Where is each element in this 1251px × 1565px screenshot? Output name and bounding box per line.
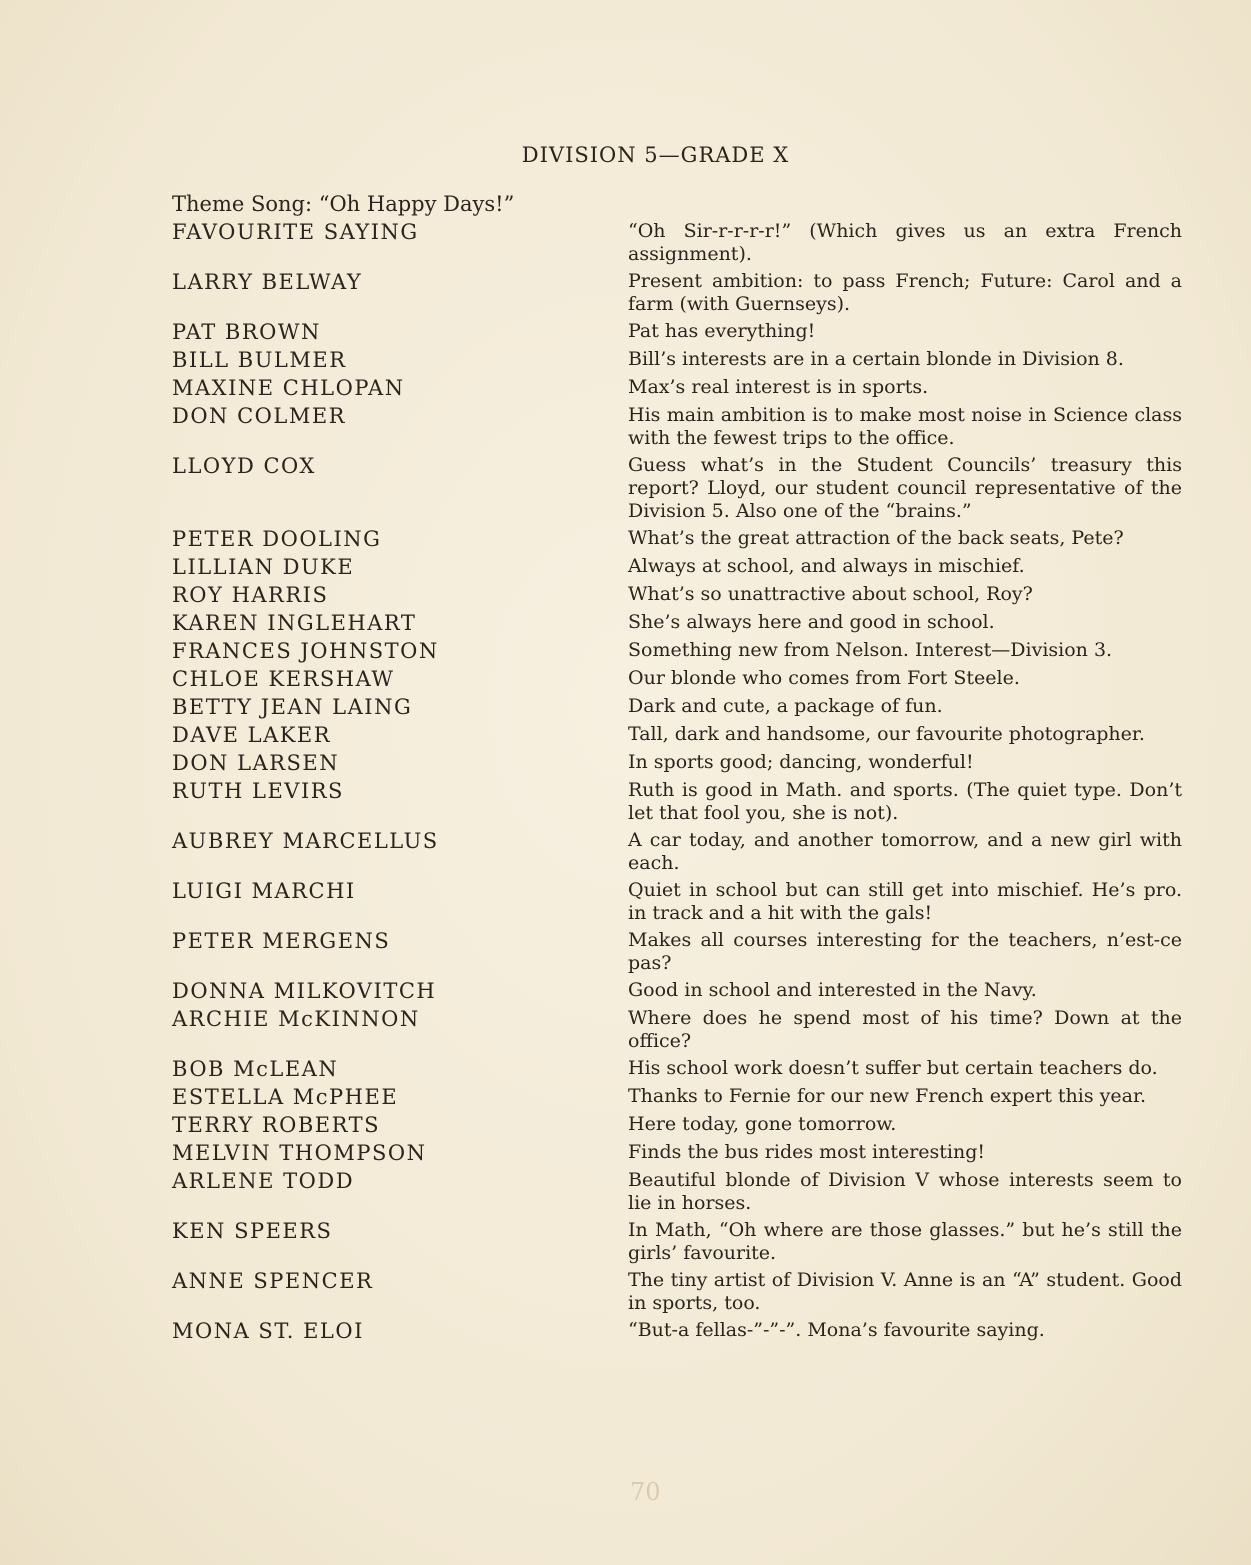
student-name: DON LARSEN	[172, 751, 340, 775]
list-item	[172, 695, 1182, 719]
student-comment: Good in school and interested in the Navy.	[628, 979, 1037, 1001]
student-comment: Where does he spend most of his time? Down at the office?	[628, 1007, 1182, 1052]
student-name: KEN SPEERS	[172, 1219, 333, 1243]
list-item	[172, 1057, 1182, 1081]
page-title: DIVISION 5—GRADE X	[521, 143, 790, 167]
list-item	[172, 1219, 1182, 1265]
student-comment: Guess what’s in the Student Councils’ treasury this report? Lloyd, our student council representative of the Division 5. Also one of the “brains.”	[628, 454, 1182, 522]
student-comment: “Oh Sir-r-r-r-r!” (Which gives us an extra French assignment).	[628, 220, 1182, 265]
student-name: CHLOE KERSHAW	[172, 667, 395, 691]
student-comment: In sports good; dancing, wonderful!	[628, 751, 974, 773]
student-name: MELVIN THOMPSON	[172, 1141, 427, 1165]
student-name: PETER DOOLING	[172, 527, 382, 551]
student-comment: Tall, dark and handsome, our favourite photographer.	[628, 723, 1145, 745]
student-name: RUTH LEVIRS	[172, 779, 344, 803]
student-name: DAVE LAKER	[172, 723, 332, 747]
student-name: TERRY ROBERTS	[172, 1113, 380, 1137]
entries-list	[172, 220, 1182, 1347]
list-item	[172, 779, 1182, 825]
page-number: 70	[630, 1478, 661, 1506]
list-item	[172, 1269, 1182, 1315]
list-item	[172, 376, 1182, 400]
student-comment: Ruth is good in Math. and sports. (The quiet type. Don’t let that fool you, she is not).	[628, 779, 1182, 824]
student-name: LILLIAN DUKE	[172, 555, 355, 579]
student-comment: Always at school, and always in mischief.	[628, 555, 1025, 577]
list-item	[172, 929, 1182, 975]
student-name: ANNE SPENCER	[172, 1269, 374, 1293]
student-comment: His school work doesn’t suffer but certain teachers do.	[628, 1057, 1158, 1079]
student-comment: Pat has everything!	[628, 320, 816, 342]
list-item	[172, 1169, 1182, 1215]
student-comment: Finds the bus rides most interesting!	[628, 1141, 986, 1163]
student-comment: His main ambition is to make most noise in Science class with the fewest trips to the office.	[628, 404, 1182, 449]
student-comment: What’s so unattractive about school, Roy?	[628, 583, 1033, 605]
list-item	[172, 1085, 1182, 1109]
student-name: PETER MERGENS	[172, 929, 391, 953]
list-item	[172, 1141, 1182, 1165]
student-comment: Beautiful blonde of Division V whose interests seem to lie in horses.	[628, 1169, 1182, 1214]
student-comment: Thanks to Fernie for our new French expert this year.	[628, 1085, 1147, 1107]
list-item	[172, 404, 1182, 450]
student-name: FAVOURITE SAYING	[172, 220, 419, 244]
student-comment: Dark and cute, a package of fun.	[628, 695, 943, 717]
student-comment: What’s the great attraction of the back seats, Pete?	[628, 527, 1124, 549]
student-name: DON COLMER	[172, 404, 346, 428]
student-name: AUBREY MARCELLUS	[172, 829, 439, 853]
student-name: KAREN INGLEHART	[172, 611, 417, 635]
student-comment: The tiny artist of Division V. Anne is an “A” student. Good in sports, too.	[628, 1269, 1182, 1314]
student-name: LUIGI MARCHI	[172, 879, 356, 903]
student-comment: She’s always here and good in school.	[628, 611, 995, 633]
student-name: ARLENE TODD	[172, 1169, 355, 1193]
list-item	[172, 879, 1182, 925]
list-item	[172, 270, 1182, 316]
student-comment: Here today, gone tomorrow.	[628, 1113, 897, 1135]
student-name: BETTY JEAN LAING	[172, 695, 413, 719]
student-comment: Max’s real interest is in sports.	[628, 376, 929, 398]
student-comment: Bill’s interests are in a certain blonde in Division 8.	[628, 348, 1124, 370]
student-name: ROY HARRIS	[172, 583, 329, 607]
student-name: BILL BULMER	[172, 348, 347, 372]
student-comment: “But-a fellas-”-”-”. Mona’s favourite saying.	[628, 1319, 1045, 1341]
student-name: FRANCES JOHNSTON	[172, 639, 439, 663]
student-comment: Something new from Nelson. Interest—Division 3.	[628, 639, 1113, 661]
list-item	[172, 527, 1182, 551]
student-name: LLOYD COX	[172, 454, 316, 478]
list-item	[172, 1007, 1182, 1053]
list-item	[172, 1113, 1182, 1137]
student-name: LARRY BELWAY	[172, 270, 363, 294]
list-item	[172, 723, 1182, 747]
student-comment: Quiet in school but can still get into mischief. He’s pro. in track and a hit with the gals!	[628, 879, 1182, 924]
student-comment: A car today, and another tomorrow, and a new girl with each.	[628, 829, 1182, 874]
list-item	[172, 583, 1182, 607]
list-item	[172, 751, 1182, 775]
list-item	[172, 979, 1182, 1003]
list-item	[172, 639, 1182, 663]
list-item	[172, 611, 1182, 635]
student-comment: Our blonde who comes from Fort Steele.	[628, 667, 1020, 689]
student-name: PAT BROWN	[172, 320, 321, 344]
list-item	[172, 1319, 1182, 1343]
student-name: MAXINE CHLOPAN	[172, 376, 405, 400]
list-item	[172, 829, 1182, 875]
student-name: DONNA MILKOVITCH	[172, 979, 437, 1003]
list-item	[172, 348, 1182, 372]
list-item	[172, 667, 1182, 691]
student-comment: Present ambition: to pass French; Future: Carol and a farm (with Guernseys).	[628, 270, 1182, 315]
list-item	[172, 555, 1182, 579]
student-name: ESTELLA McPHEE	[172, 1085, 399, 1109]
theme-song: Theme Song: “Oh Happy Days!”	[172, 192, 515, 216]
list-item	[172, 454, 1182, 523]
student-name: MONA ST. ELOI	[172, 1319, 364, 1343]
list-item	[172, 320, 1182, 344]
student-name: BOB McLEAN	[172, 1057, 339, 1081]
student-name: ARCHIE McKINNON	[172, 1007, 420, 1031]
student-comment: In Math, “Oh where are those glasses.” but he’s still the girls’ favourite.	[628, 1219, 1182, 1264]
list-item	[172, 220, 1182, 266]
student-comment: Makes all courses interesting for the teachers, n’est-ce pas?	[628, 929, 1182, 974]
